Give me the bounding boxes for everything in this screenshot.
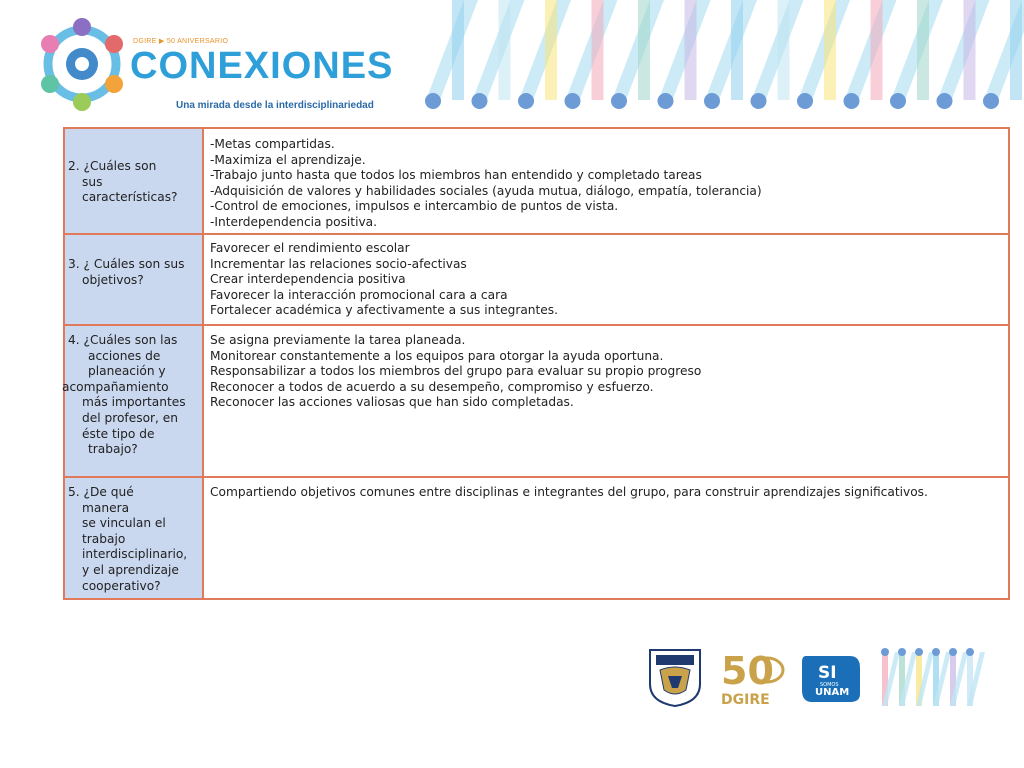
question-line: sus — [82, 174, 103, 189]
stripe-dot — [658, 93, 674, 109]
mini-stripe-dot — [881, 648, 889, 656]
answer-line: -Metas compartidas. — [210, 137, 335, 151]
stripe-dot — [937, 93, 953, 109]
mini-decorative-stripes — [878, 644, 994, 708]
dgire-50-logo — [717, 646, 789, 712]
vertical-stripe — [499, 0, 511, 100]
fifty-text: 50 — [721, 649, 774, 693]
question-line: se vinculan el — [82, 516, 166, 531]
mini-stripe-dot — [932, 648, 940, 656]
unam-text: UNAM — [815, 687, 850, 698]
vertical-stripe — [638, 0, 650, 100]
answer-line: Se asigna previamente la tarea planeada. — [210, 333, 466, 347]
table-row — [64, 325, 1009, 477]
dgire-50-icon — [717, 646, 789, 708]
question-cell — [64, 477, 203, 599]
logo-title: CONEXIONES — [130, 45, 394, 87]
question-line: trabajo? — [88, 442, 138, 457]
mini-stripe-dot — [898, 648, 906, 656]
conexiones-logo — [36, 16, 396, 112]
stripe-dot — [565, 93, 581, 109]
vertical-stripe — [964, 0, 976, 100]
answer-line: -Maximiza el aprendizaje. — [210, 152, 366, 167]
table-row — [64, 234, 1009, 325]
question-line: 5. ¿De qué — [68, 485, 134, 499]
answer-line: -Adquisición de valores y habilidades sociales (ayuda mutua, diálogo, empatía, tolerancia) — [210, 183, 762, 198]
vertical-stripe — [778, 0, 790, 100]
mini-stripe-dot — [915, 648, 923, 656]
question-line: éste tipo de — [82, 426, 155, 441]
answer-line: -Interdependencia positiva. — [210, 214, 378, 229]
vertical-stripe — [1010, 0, 1022, 100]
stripe-dot — [751, 93, 767, 109]
mini-stripe-dot — [966, 648, 974, 656]
stripe-dot — [844, 93, 860, 109]
question-line: manera — [82, 500, 130, 515]
answer-line: Monitorear constantemente a los equipos para otorgar la ayuda oportuna. — [210, 348, 664, 363]
question-cell — [64, 128, 203, 234]
question-cell — [64, 234, 203, 325]
conexiones-emblem-icon — [36, 16, 128, 112]
answer-line: Incrementar las relaciones socio-afectivas — [210, 256, 467, 271]
stripe-dot — [611, 93, 627, 109]
table-row — [64, 477, 1009, 599]
mini-stripe-dot — [949, 648, 957, 656]
vertical-stripe — [545, 0, 557, 100]
answer-cell — [203, 128, 1009, 234]
vertical-stripe — [871, 0, 883, 100]
stripe-dot — [797, 93, 813, 109]
question-line: 4. ¿Cuáles son las — [68, 333, 178, 347]
answer-line: -Trabajo junto hasta que todos los miembros han entendido y completado tareas — [210, 168, 702, 183]
decorative-stripes — [418, 0, 1024, 112]
question-line: más importantes — [82, 395, 186, 410]
si-somos-unam-icon — [798, 650, 864, 706]
question-line: cooperativo? — [82, 578, 161, 593]
question-line: acompañamiento — [62, 379, 169, 394]
question-line: características? — [82, 190, 178, 205]
qa-table — [63, 127, 1010, 600]
answer-line: Favorecer la interacción promocional cara a cara — [210, 287, 508, 302]
question-line: acciones de — [88, 348, 161, 363]
si-text: SI — [818, 663, 837, 683]
vertical-stripe — [592, 0, 604, 100]
dgire-text: DGIRE — [721, 692, 770, 708]
somos-text: SOMOS — [820, 682, 839, 688]
answer-line: Reconocer las acciones valiosas que han sido completadas. — [210, 395, 574, 410]
question-line: objetivos? — [82, 272, 144, 287]
question-line: 2. ¿Cuáles son — [68, 159, 157, 173]
vertical-stripe — [824, 0, 836, 100]
answer-line: Fortalecer académica y afectivamente a sus integrantes. — [210, 303, 559, 318]
answer-line: Responsabilizar a todos los miembros del grupo para evaluar su propio progreso — [210, 364, 702, 379]
answer-cell — [203, 325, 1009, 477]
question-line: interdisciplinario, — [82, 547, 188, 562]
answer-line: Favorecer el rendimiento escolar — [210, 241, 410, 255]
vertical-stripe — [452, 0, 464, 100]
answer-cell — [203, 234, 1009, 325]
question-line: 3. ¿ Cuáles son sus — [68, 257, 185, 271]
stripe-dot — [472, 93, 488, 109]
answer-cell — [203, 477, 1009, 599]
answer-line: Reconocer a todos de acuerdo a su desempeño, compromiso y esfuerzo. — [210, 379, 654, 394]
answer-line: -Control de emociones, impulsos e intercambio de puntos de vista. — [210, 199, 619, 214]
question-line: planeación y — [88, 364, 166, 379]
logo-subtitle: Una mirada desde la interdisciplinariedad — [176, 100, 374, 111]
question-cell — [64, 325, 203, 477]
vertical-stripe — [917, 0, 929, 100]
vertical-stripe — [731, 0, 743, 100]
logo-anniversary-text: DGIRE ▶ 50 ANIVERSARIO — [133, 38, 229, 45]
table-row — [64, 128, 1009, 234]
answer-line: Compartiendo objetivos comunes entre disciplinas e integrantes del grupo, para construir aprendizajes significativos. — [210, 485, 928, 499]
question-line: y el aprendizaje — [82, 562, 179, 577]
stripe-dot — [983, 93, 999, 109]
footer-logos — [640, 640, 1000, 710]
answer-line: Crear interdependencia positiva — [210, 272, 406, 287]
stripe-dot — [890, 93, 906, 109]
question-line: del profesor, en — [82, 410, 179, 425]
question-line: trabajo — [82, 531, 126, 546]
stripe-dot — [518, 93, 534, 109]
stripe-dot — [704, 93, 720, 109]
unam-crest-icon — [646, 646, 704, 708]
vertical-stripe — [685, 0, 697, 100]
stripe-dot — [425, 93, 441, 109]
